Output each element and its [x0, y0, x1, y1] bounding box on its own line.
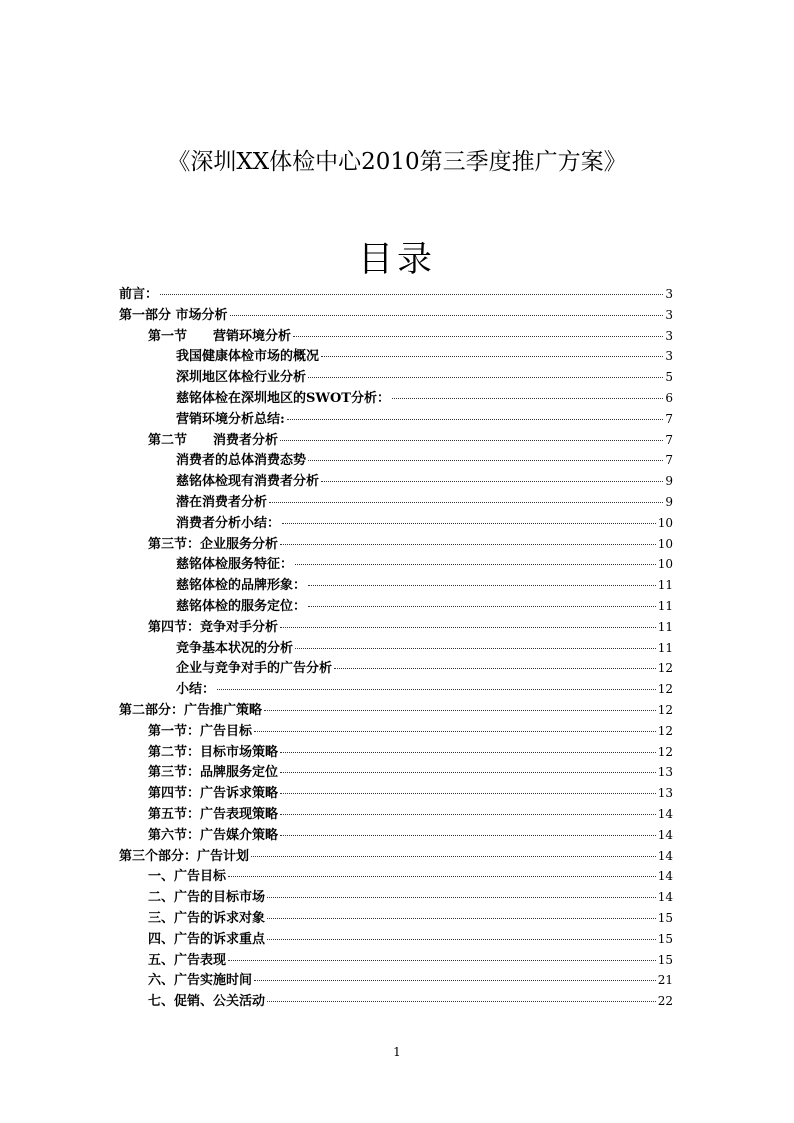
toc-dot-leader: [228, 876, 656, 877]
toc-dot-leader: [282, 523, 656, 524]
toc-entry-title: 我国健康体检市场的概况: [176, 349, 320, 365]
toc-entry-page: 10: [657, 515, 673, 530]
toc-entry-title: 一、广告目标: [148, 869, 227, 885]
toc-entry[interactable]: [119, 846, 673, 867]
toc-entry-page: 14: [657, 827, 673, 842]
toc-entry-title: 第五节：广告表现策略: [148, 806, 279, 822]
toc-entry[interactable]: [119, 492, 673, 513]
toc-dot-leader: [280, 627, 656, 628]
toc-entry-page: 14: [657, 869, 673, 884]
toc-entry[interactable]: [119, 388, 673, 409]
toc-dot-leader: [267, 1001, 656, 1002]
toc-entry-title: 第三节：企业服务分析: [148, 536, 279, 552]
toc-entry[interactable]: [119, 929, 673, 950]
toc-entry-page: 3: [665, 287, 673, 301]
toc-dot-leader: [251, 856, 656, 857]
toc-entry-title: 营销环境分析总结:: [176, 411, 285, 427]
toc-entry[interactable]: [119, 617, 673, 638]
toc-entry[interactable]: [119, 409, 673, 430]
toc-entry-title: 第一节 营销环境分析: [148, 328, 292, 344]
toc-entry[interactable]: [119, 471, 673, 492]
toc-entry-page: 7: [665, 411, 673, 426]
toc-entry[interactable]: [119, 742, 673, 763]
toc-entry-title: 潜在消费者分析: [176, 494, 268, 510]
toc-entry-page: 3: [665, 307, 673, 322]
toc-entry-title: 六、广告实施时间: [148, 973, 253, 989]
document-title: 《深圳XX体检中心2010第三季度推广方案》: [167, 149, 627, 175]
toc-entry-page: 5: [665, 370, 673, 385]
toc-entry-page: 13: [657, 786, 673, 801]
toc-entry-page: 15: [657, 910, 673, 925]
toc-entry-title: 企业与竞争对手的广告分析: [176, 661, 333, 677]
toc-entry-title: 第四节：广告诉求策略: [148, 786, 279, 802]
toc-entry-title: 第四节：竞争对手分析: [148, 619, 279, 635]
toc-dot-leader: [280, 793, 656, 794]
toc-entry-title: 第二节：目标市场策略: [148, 744, 279, 760]
toc-entry-title: 第二节 消费者分析: [148, 432, 279, 448]
toc-dot-leader: [280, 772, 656, 773]
toc-dot-leader: [295, 648, 656, 649]
toc-dot-leader: [295, 564, 656, 565]
toc-entry-title: 慈铭体检的服务定位：: [176, 598, 307, 614]
toc-dot-leader: [267, 939, 656, 940]
toc-entry-page: 14: [657, 806, 673, 821]
toc-dot-leader: [321, 356, 663, 357]
toc-entry-title: 小结：: [176, 682, 216, 698]
toc-entry[interactable]: [119, 783, 673, 804]
toc-entry[interactable]: [119, 513, 673, 534]
toc-entry-title: 第二部分：广告推广策略: [119, 702, 263, 718]
toc-entry-page: 9: [665, 474, 673, 489]
toc-dot-leader: [254, 980, 656, 981]
toc-dot-leader: [228, 960, 656, 961]
toc-entry-page: 6: [665, 390, 673, 405]
toc-entry[interactable]: [119, 596, 673, 617]
toc-entry-page: 22: [657, 994, 673, 1009]
toc-entry[interactable]: [119, 658, 673, 679]
toc-entry-page: 15: [657, 931, 673, 946]
toc-dot-leader: [308, 606, 656, 607]
toc-entry-page: 10: [657, 557, 673, 572]
toc-entry-page: 11: [657, 619, 673, 634]
toc-entry[interactable]: [119, 679, 673, 700]
toc-entry[interactable]: [119, 305, 673, 326]
toc-entry-title: 第三节：品牌服务定位: [148, 765, 279, 781]
toc-dot-leader: [334, 668, 656, 669]
toc-entry-page: 3: [665, 349, 673, 364]
toc-entry-page: 12: [657, 723, 673, 738]
toc-entry[interactable]: [119, 700, 673, 721]
toc-entry[interactable]: [119, 991, 673, 1012]
toc-entry[interactable]: [119, 887, 673, 908]
toc-dot-leader: [280, 752, 656, 753]
toc-entry[interactable]: [119, 866, 673, 887]
toc-entry[interactable]: [119, 346, 673, 367]
toc-dot-leader: [308, 460, 663, 461]
page-number: 1: [393, 1045, 401, 1059]
toc-entry-page: 9: [665, 494, 673, 509]
toc-entry[interactable]: [119, 554, 673, 575]
toc-entry-page: 12: [657, 661, 673, 676]
toc-entry-page: 11: [657, 578, 673, 593]
toc-entry[interactable]: [119, 284, 673, 305]
toc-entry[interactable]: [119, 762, 673, 783]
toc-dot-leader: [280, 835, 656, 836]
toc-entry[interactable]: [119, 638, 673, 659]
toc-entry-title: 深圳地区体检行业分析: [176, 370, 307, 386]
toc-dot-leader: [160, 294, 663, 295]
toc-entry-page: 14: [657, 848, 673, 863]
toc-entry-page: 7: [665, 432, 673, 447]
toc-entry[interactable]: [119, 804, 673, 825]
toc-entry-title: 三、广告的诉求对象: [148, 910, 266, 926]
toc-entry-page: 12: [657, 702, 673, 717]
toc-dot-leader: [308, 585, 656, 586]
toc-dot-leader: [308, 377, 663, 378]
toc-entry-title: 竞争基本状况的分析: [176, 640, 294, 656]
toc-entry-page: 11: [657, 598, 673, 613]
toc-entry-page: 3: [665, 328, 673, 343]
toc-entry-page: 13: [657, 765, 673, 780]
toc-entry-title: 慈铭体检在深圳地区的SWOT分析：: [176, 390, 390, 406]
toc-entry-title: 前言：: [119, 287, 159, 302]
toc-dot-leader: [267, 918, 656, 919]
toc-entry-title: 慈铭体检的品牌形象：: [176, 578, 307, 594]
toc-dot-leader: [293, 336, 663, 337]
toc-entry-page: 15: [657, 952, 673, 967]
toc-heading: 目录: [357, 240, 436, 280]
toc-entry[interactable]: [119, 721, 673, 742]
toc-entry[interactable]: [119, 908, 673, 929]
toc-entry-title: 第一部分 市场分析: [119, 307, 228, 323]
table-of-contents: [119, 284, 673, 1012]
toc-entry-title: 四、广告的诉求重点: [148, 931, 266, 947]
toc-dot-leader: [267, 897, 656, 898]
toc-dot-leader: [392, 398, 663, 399]
toc-entry-page: 12: [657, 682, 673, 697]
toc-entry-page: 12: [657, 744, 673, 759]
toc-entry[interactable]: [119, 950, 673, 971]
toc-entry-title: 慈铭体检现有消费者分析: [176, 474, 320, 490]
toc-entry[interactable]: [119, 970, 673, 991]
toc-dot-leader: [254, 731, 656, 732]
toc-dot-leader: [280, 440, 663, 441]
toc-entry[interactable]: [119, 367, 673, 388]
toc-entry-page: 14: [657, 890, 673, 905]
toc-entry[interactable]: [119, 534, 673, 555]
toc-entry-title: 慈铭体检服务特征：: [176, 557, 294, 573]
toc-entry-page: 21: [657, 973, 673, 988]
toc-dot-leader: [217, 689, 656, 690]
toc-entry[interactable]: [119, 575, 673, 596]
toc-dot-leader: [264, 710, 656, 711]
toc-entry-title: 消费者分析小结：: [176, 515, 281, 531]
toc-entry-title: 二、广告的目标市场: [148, 890, 266, 906]
toc-entry[interactable]: [119, 825, 673, 846]
toc-entry-page: 7: [665, 453, 673, 468]
toc-entry-page: 10: [657, 536, 673, 551]
toc-dot-leader: [230, 315, 664, 316]
toc-entry-title: 第三个部分：广告计划: [119, 848, 250, 864]
toc-entry-title: 消费者的总体消费态势: [176, 453, 307, 469]
toc-entry-title: 七、促销、公关活动: [148, 994, 266, 1010]
toc-entry-title: 五、广告表现: [148, 952, 227, 968]
toc-entry-title: 第六节：广告媒介策略: [148, 827, 279, 843]
toc-dot-leader: [280, 544, 656, 545]
toc-entry[interactable]: [119, 430, 673, 451]
toc-dot-leader: [280, 814, 656, 815]
toc-dot-leader: [321, 481, 663, 482]
toc-entry[interactable]: [119, 326, 673, 347]
toc-entry-page: 11: [657, 640, 673, 655]
toc-entry-title: 第一节：广告目标: [148, 723, 253, 739]
toc-entry[interactable]: [119, 450, 673, 471]
toc-dot-leader: [287, 419, 664, 420]
toc-dot-leader: [269, 502, 663, 503]
